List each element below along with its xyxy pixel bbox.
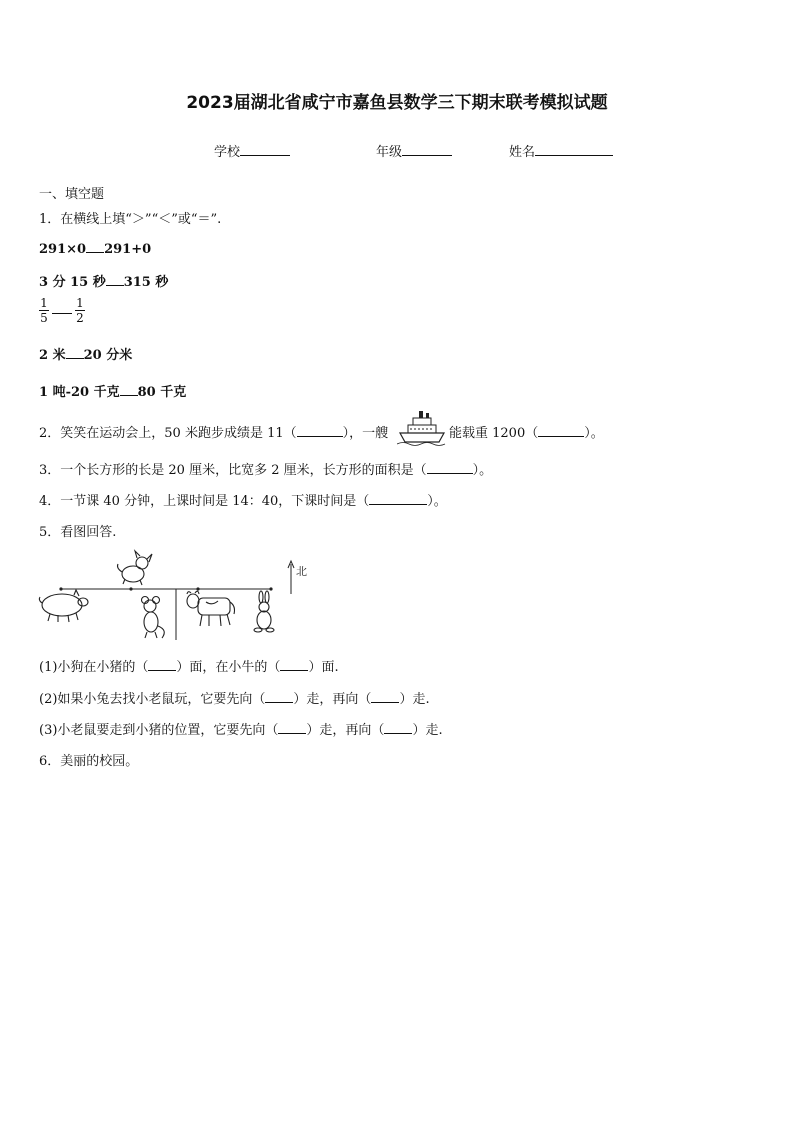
fraction-left [39, 296, 49, 325]
school-field [214, 141, 290, 160]
answer-blank[interactable] [427, 463, 473, 474]
page-title: 2023届湖北省咸宁市嘉鱼县数学三下期末联考模拟试题 [186, 93, 608, 113]
q2 [39, 422, 388, 441]
answer-blank[interactable] [280, 660, 308, 671]
mouse-icon [142, 597, 165, 639]
q1-item-2 [39, 271, 168, 290]
answer-blank[interactable] [297, 426, 343, 437]
q5-prompt: 5．看图回答. [39, 525, 117, 540]
numerator: 1 [40, 296, 48, 310]
school-label: 学校 [214, 145, 241, 160]
denominator: 5 [40, 311, 48, 325]
answer-blank[interactable] [148, 660, 176, 671]
q2-tail [449, 422, 604, 441]
answer-blank[interactable] [265, 692, 293, 703]
grade-blank[interactable] [402, 143, 452, 156]
q4-text-a: 4．一节课 40 分钟，上课时间是 14：40，下课时间是（ [39, 494, 370, 509]
q5-sub-1-c: ）面. [308, 660, 339, 675]
animal-position-diagram [36, 546, 326, 646]
q5-sub-2 [39, 688, 430, 707]
cow-icon [187, 591, 235, 626]
q5-sub-2-a: (2)如果小兔去找小老鼠玩，它要先向（ [39, 692, 266, 707]
q5-sub-2-c: ）走. [399, 692, 430, 707]
q4-text-b: ）。 [427, 494, 447, 509]
q5-sub-1 [39, 656, 339, 675]
q1-item-4-left: 2 米 [39, 348, 66, 363]
pig-icon [39, 590, 88, 622]
grade-label: 年级 [376, 145, 403, 160]
q5-sub-3 [39, 719, 443, 738]
q2-text-c: 能载重 1200（ [449, 426, 539, 441]
q5-sub-3-c: ）走. [412, 723, 443, 738]
answer-blank[interactable] [538, 426, 584, 437]
answer-blank[interactable] [384, 723, 412, 734]
q1-item-3 [39, 296, 85, 325]
answer-blank[interactable] [86, 240, 104, 253]
q1-item-1 [39, 240, 151, 257]
q1-item-1-left: 291×0 [39, 242, 87, 257]
answer-blank[interactable] [278, 723, 306, 734]
q5-sub-1-a: (1)小狗在小猪的（ [39, 660, 149, 675]
ship-icon [397, 409, 447, 447]
answer-blank[interactable] [371, 692, 399, 703]
q5-sub-3-a: (3)小老鼠要走到小猪的位置，它要先向（ [39, 723, 279, 738]
q5-sub-1-b: ）面，在小牛的（ [176, 660, 281, 675]
answer-blank[interactable] [66, 346, 84, 359]
fraction-right [75, 296, 85, 325]
q1-item-1-right: 291+0 [104, 242, 152, 257]
q3-text-b: ）。 [472, 463, 493, 478]
denominator: 2 [76, 311, 84, 325]
answer-blank[interactable] [52, 301, 72, 314]
q6-prompt: 6．美丽的校园。 [39, 754, 139, 769]
q1-item-4-right: 20 分米 [83, 348, 133, 363]
q3-text-a: 3．一个长方形的长是 20 厘米，比宽多 2 厘米，长方形的面积是（ [39, 463, 427, 478]
q1-item-2-left: 3 分 15 秒 [39, 275, 106, 290]
answer-blank[interactable] [369, 494, 427, 505]
name-field [509, 141, 613, 160]
section-heading: 一、填空题 [39, 187, 105, 202]
rabbit-icon [254, 591, 274, 632]
name-blank[interactable] [535, 143, 613, 156]
dog-icon [118, 551, 153, 585]
q5-sub-2-b: ）走，再向（ [293, 692, 372, 707]
q1-item-4 [39, 344, 132, 363]
grade-field [376, 141, 452, 160]
q1-item-2-right: 315 秒 [123, 275, 169, 290]
q1-item-5 [39, 381, 186, 400]
school-blank[interactable] [240, 143, 290, 156]
numerator: 1 [76, 296, 84, 310]
q1-item-5-left: 1 吨-20 千克 [39, 385, 120, 400]
q2-text-b: ），一艘 [342, 426, 389, 441]
q1-prompt: 1．在横线上填“＞”“＜”或“＝”. [39, 212, 222, 227]
q3 [39, 459, 492, 478]
q5-sub-3-b: ）走，再向（ [306, 723, 385, 738]
q1-item-5-right: 80 千克 [137, 385, 187, 400]
answer-blank[interactable] [106, 273, 124, 286]
answer-blank[interactable] [120, 383, 138, 396]
q4 [39, 490, 447, 509]
north-label: 北 [296, 565, 307, 578]
q2-text-d: ）。 [584, 426, 604, 441]
name-label: 姓名 [509, 145, 536, 160]
q2-text-a: 2．笑笑在运动会上，50 米跑步成绩是 11（ [39, 426, 297, 441]
